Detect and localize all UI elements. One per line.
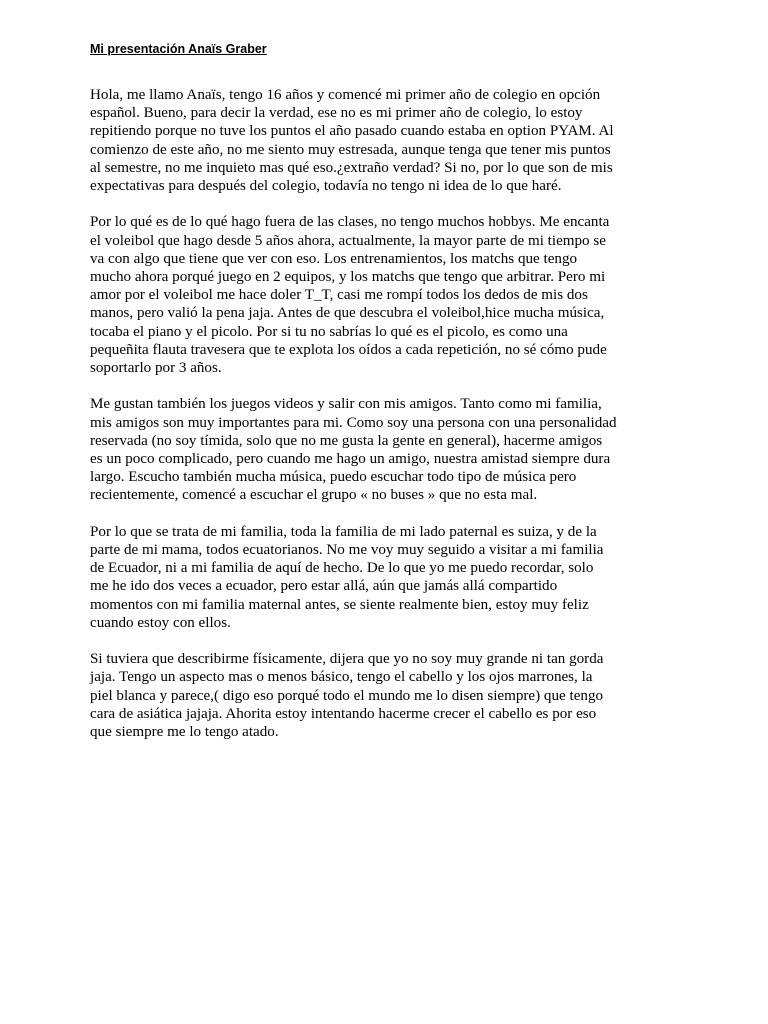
- text-line: piel blanca y parece,( digo eso porqué todo el mundo me lo disen siempre) que tengo: [90, 687, 604, 704]
- paragraph-friends: [90, 395, 686, 504]
- text-line: cuando estoy con ellos.: [90, 614, 231, 631]
- text-line: repitiendo porque no tuve los puntos el año pasado cuando estaba en option PYAM. Al: [90, 123, 614, 140]
- text-line: me he ido dos veces a ecuador, pero estar allá, aún que jamás allá compartido: [90, 578, 558, 595]
- text-line: al semestre, no me inquieto mas qué eso.¿extraño verdad? Si no, por lo que son de mis: [90, 159, 613, 176]
- text-line: pequeñita flauta travesera que te explota los oídos a cada repetición, no sé cómo pude: [90, 341, 607, 358]
- text-line: comienzo de este año, no me siento muy estresada, aunque tenga que tener mis puntos: [90, 141, 611, 158]
- document-body: [90, 86, 686, 759]
- text-line: va con algo que tiene que ver con eso. Los entrenamientos, los matchs que tengo: [90, 250, 578, 267]
- text-line: soportarlo por 3 años.: [90, 360, 222, 377]
- text-line: jaja. Tengo un aspecto mas o menos básico, tengo el cabello y los ojos marrones, la: [90, 669, 593, 686]
- text-line: cara de asiática jajaja. Ahorita estoy intentando hacerme crecer el cabello es por eso: [90, 705, 597, 722]
- text-line: de Ecuador, ni a mi familia de aquí de hecho. De lo que yo me puedo recordar, solo: [90, 560, 594, 577]
- text-line: manos, pero valió la pena jaja. Antes de que descubra el voleibol,hice mucha música,: [90, 305, 605, 322]
- text-line: parte de mi mama, todos ecuatorianos. No me voy muy seguido a visitar a mi familia: [90, 542, 604, 559]
- text-line: expectativas para después del colegio, todavía no tengo ni idea de lo que haré.: [90, 178, 562, 195]
- document-title: Mi presentación Anaïs Graber: [90, 42, 267, 56]
- text-line: amor por el voleibol me hace doler T_T, casi me rompí todos los dedos de mis dos: [90, 287, 588, 304]
- text-line: español. Bueno, para decir la verdad, ese no es mi primer año de colegio, lo estoy: [90, 105, 583, 122]
- paragraph-family: [90, 523, 686, 632]
- text-line: tocaba el piano y el picolo. Por si tu no sabrías lo qué es el picolo, es como una: [90, 323, 568, 340]
- paragraph-introduction: [90, 86, 686, 195]
- text-line: es un poco complicado, pero cuando me hago un amigo, nuestra amistad siempre dura: [90, 451, 611, 468]
- text-line: Hola, me llamo Anaïs, tengo 16 años y comencé mi primer año de colegio en opción: [90, 87, 601, 103]
- text-line: recientemente, comencé a escuchar el grupo « no buses » que no esta mal.: [90, 487, 538, 504]
- paragraph-hobbies: [90, 213, 686, 377]
- text-line: mis amigos son muy importantes para mi. Como soy una persona con una personalidad: [90, 414, 617, 431]
- text-line: el voleibol que hago desde 5 años ahora, actualmente, la mayor parte de mi tiempo se: [90, 232, 606, 249]
- text-line: reservada (no soy tímida, solo que no me gusta la gente en general), hacerme amigos: [90, 432, 603, 449]
- paragraph-appearance: [90, 650, 686, 741]
- text-line: momentos con mi familia maternal antes, se siente realmente bien, estoy muy feliz: [90, 596, 589, 613]
- text-line: Me gustan también los juegos videos y salir con mis amigos. Tanto como mi familia,: [90, 396, 602, 413]
- text-line: Por lo que se trata de mi familia, toda la familia de mi lado paternal es suiza, y de la: [90, 523, 597, 540]
- text-line: mucho ahora porqué juego en 2 equipos, y los matchs que tengo que arbitrar. Pero mi: [90, 269, 606, 286]
- text-line: largo. Escucho también mucha música, puedo escuchar todo tipo de música pero: [90, 469, 577, 486]
- text-line: Por lo qué es de lo qué hago fuera de las clases, no tengo muchos hobbys. Me encanta: [90, 214, 610, 231]
- text-line: que siempre me lo tengo atado.: [90, 724, 279, 741]
- text-line: Si tuviera que describirme físicamente, dijera que yo no soy muy grande ni tan gorda: [90, 651, 604, 668]
